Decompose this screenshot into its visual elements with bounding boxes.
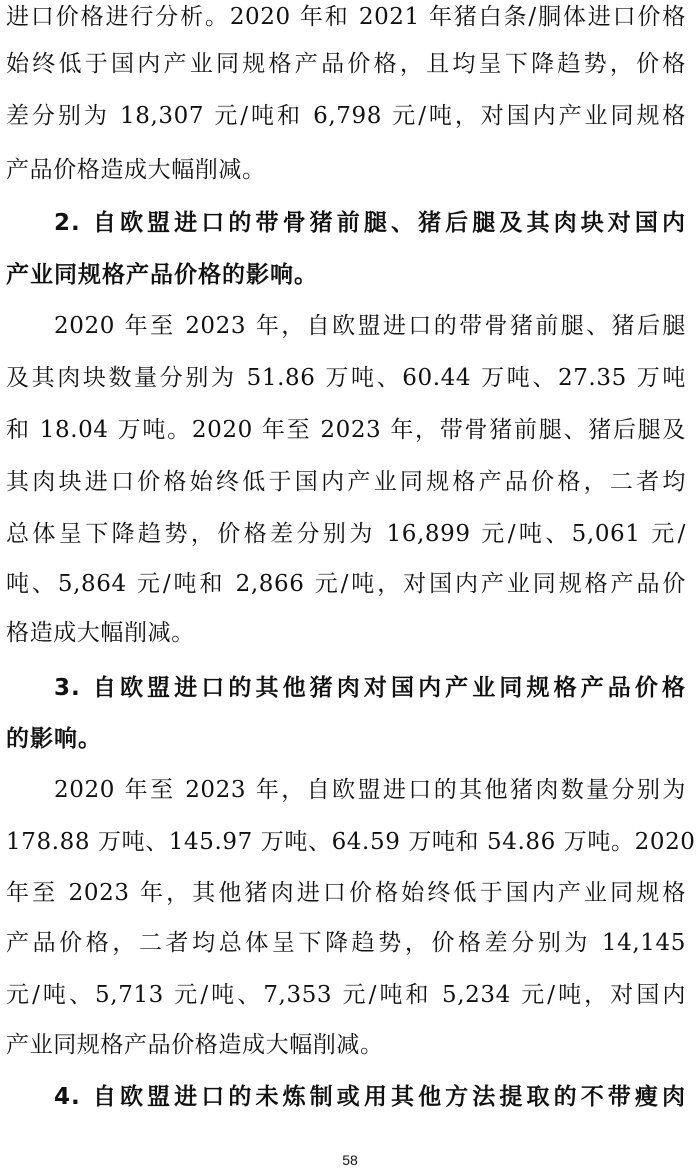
section-heading-2-cont: 产业同规格产品价格的影响。 (6, 262, 318, 288)
body-text-line: 2020 年至 2023 年，自欧盟进口的其他猪肉数量分别为 (54, 777, 686, 803)
body-text-line: 元/吨、5,713 元/吨、7,353 元/吨和 5,234 元/吨，对国内 (6, 982, 686, 1008)
body-text-line: 差分别为 18,307 元/吨和 6,798 元/吨，对国内产业同规格 (6, 103, 686, 129)
body-text-line: 始终低于国内产业同规格产品价格，且均呈下降趋势，价格 (6, 51, 686, 77)
body-text-line: 和 18.04 万吨。2020 年至 2023 年，带骨猪前腿、猪后腿及 (6, 417, 686, 443)
body-text-line: 产品价格造成大幅削减。 (6, 157, 266, 183)
section-heading-3: 3. 自欧盟进口的其他猪肉对国内产业同规格产品价格 (54, 675, 686, 701)
body-text-line: 及其肉块数量分别为 51.86 万吨、60.44 万吨、27.35 万吨 (6, 365, 686, 391)
body-text-line: 产品价格，二者均总体呈下降趋势，价格差分别为 14,145 (6, 930, 686, 956)
section-heading-3-cont: 的影响。 (6, 726, 102, 752)
body-text-line: 格造成大幅削减。 (6, 620, 195, 646)
body-text-line: 产业同规格产品价格造成大幅削减。 (6, 1032, 384, 1058)
body-text-line: 2020 年至 2023 年，自欧盟进口的带骨猪前腿、猪后腿 (54, 313, 686, 339)
section-heading-2: 2. 自欧盟进口的带骨猪前腿、猪后腿及其肉块对国内 (54, 210, 686, 236)
body-text-line: 年至 2023 年，其他猪肉进口价格始终低于国内产业同规格 (6, 880, 686, 906)
body-text-line: 进口价格进行分析。2020 年和 2021 年猪白条/胴体进口价格 (6, 4, 686, 30)
body-text-line: 吨、5,864 元/吨和 2,866 元/吨，对国内产业同规格产品价 (6, 571, 686, 597)
section-heading-4: 4. 自欧盟进口的未炼制或用其他方法提取的不带瘦肉 (54, 1084, 686, 1110)
page-number: 58 (342, 1152, 358, 1168)
body-text-line: 178.88 万吨、145.97 万吨、64.59 万吨和 54.86 万吨。2020 (6, 829, 696, 855)
body-text-line: 其肉块进口价格始终低于国内产业同规格产品价格，二者均 (6, 469, 686, 495)
body-text-line: 总体呈下降趋势，价格差分别为 16,899 元/吨、5,061 元/ (6, 521, 686, 547)
